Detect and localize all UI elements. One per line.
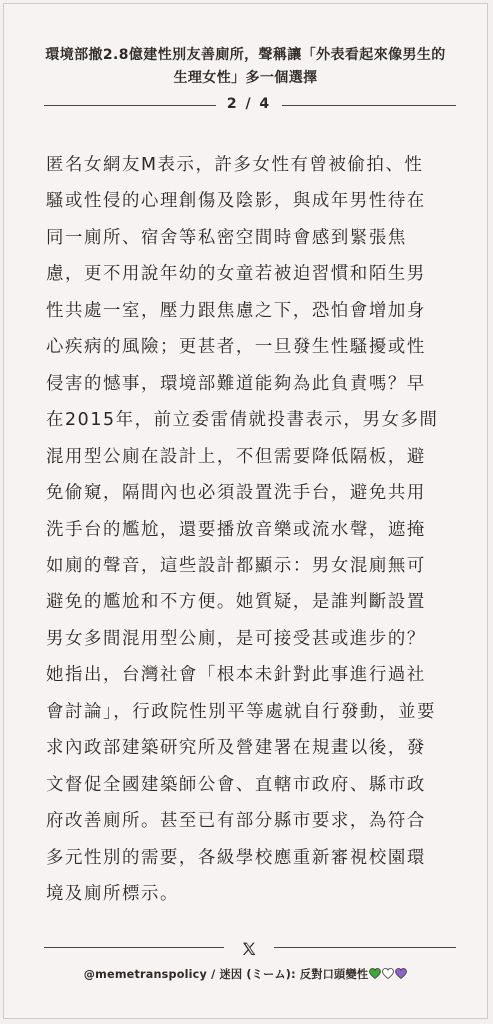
body-line: 避免的尷尬和不方便。她質疑，是誰判斷設置	[46, 592, 426, 613]
body-line: 匿名女網友M表示，許多女性有曾被偷拍、性	[46, 155, 424, 175]
footer-credit	[4, 966, 487, 982]
body-line: 心疾病的風險；更甚者，一旦發生性騷擾或性	[46, 337, 426, 358]
credit-text: @memetranspolicy / 迷因 (ミーム): 反對口頭變性	[83, 968, 369, 981]
x-logo-icon	[241, 941, 257, 957]
body-line: 她指出，台灣社會「根本未針對此事進行過社	[46, 665, 426, 686]
purple-heart-icon	[395, 968, 407, 979]
title-line-1: 環境部撤2.8億建性別友善廁所，聲稱讓「外表看起來像男生的	[45, 47, 446, 63]
body-line: 文督促全國建築師公會、直轄市政府、縣市政	[46, 774, 426, 795]
body-line: 同一廁所、宿舍等私密空間時會感到緊張焦	[46, 227, 407, 248]
post-card	[3, 3, 488, 1019]
header-divider-left	[44, 105, 216, 106]
article-title	[24, 44, 467, 90]
body-line: 男女多間混用型公廁，是可接受甚或進步的？	[46, 628, 426, 649]
body-line: 多元性別的需要，各級學校應重新審視校園環	[46, 847, 426, 868]
green-heart-icon	[369, 968, 381, 979]
body-line: 慮，更不用說年幼的女童若被迫習慣和陌生男	[46, 264, 426, 285]
body-line: 會討論」，行政院性別平等處就自行發動，並要	[46, 701, 437, 722]
body-line: 混用型公廁在設計上，不但需要降低隔板，避	[46, 446, 426, 467]
body-line: 侵害的憾事，環境部難道能夠為此負責嗎？早	[46, 373, 426, 394]
header-divider-right	[282, 105, 456, 106]
body-line: 洗手台的尷尬，還要播放音樂或流水聲，遮掩	[46, 519, 426, 540]
body-line: 騷或性侵的心理創傷及陰影，與成年男性待在	[46, 191, 426, 212]
body-line: 府改善廁所。甚至已有部分縣市要求，為符合	[46, 811, 426, 832]
body-line: 境及廁所標示。	[46, 884, 179, 905]
page-indicator: 2 / 4	[226, 96, 272, 112]
body-line: 如廁的聲音，這些設計都顯示：男女混廁無可	[46, 555, 426, 576]
footer-divider-right	[274, 947, 456, 948]
footer-divider-left	[44, 947, 224, 948]
body-line: 在2015年，前立委雷倩就投書表示，男女多間	[46, 410, 439, 431]
body-line: 性共處一室，壓力跟焦慮之下，恐怕會增加身	[46, 300, 426, 321]
body-paragraph	[46, 147, 458, 913]
title-line-2: 生理女性」多一個選擇	[173, 70, 318, 86]
white-heart-icon	[382, 968, 394, 979]
body-line: 免偷窺，隔間內也必須設置洗手台，避免共用	[46, 483, 426, 504]
heart-icons	[368, 968, 407, 981]
body-line: 求內政部建築研究所及營建署在規畫以後，發	[46, 738, 426, 759]
